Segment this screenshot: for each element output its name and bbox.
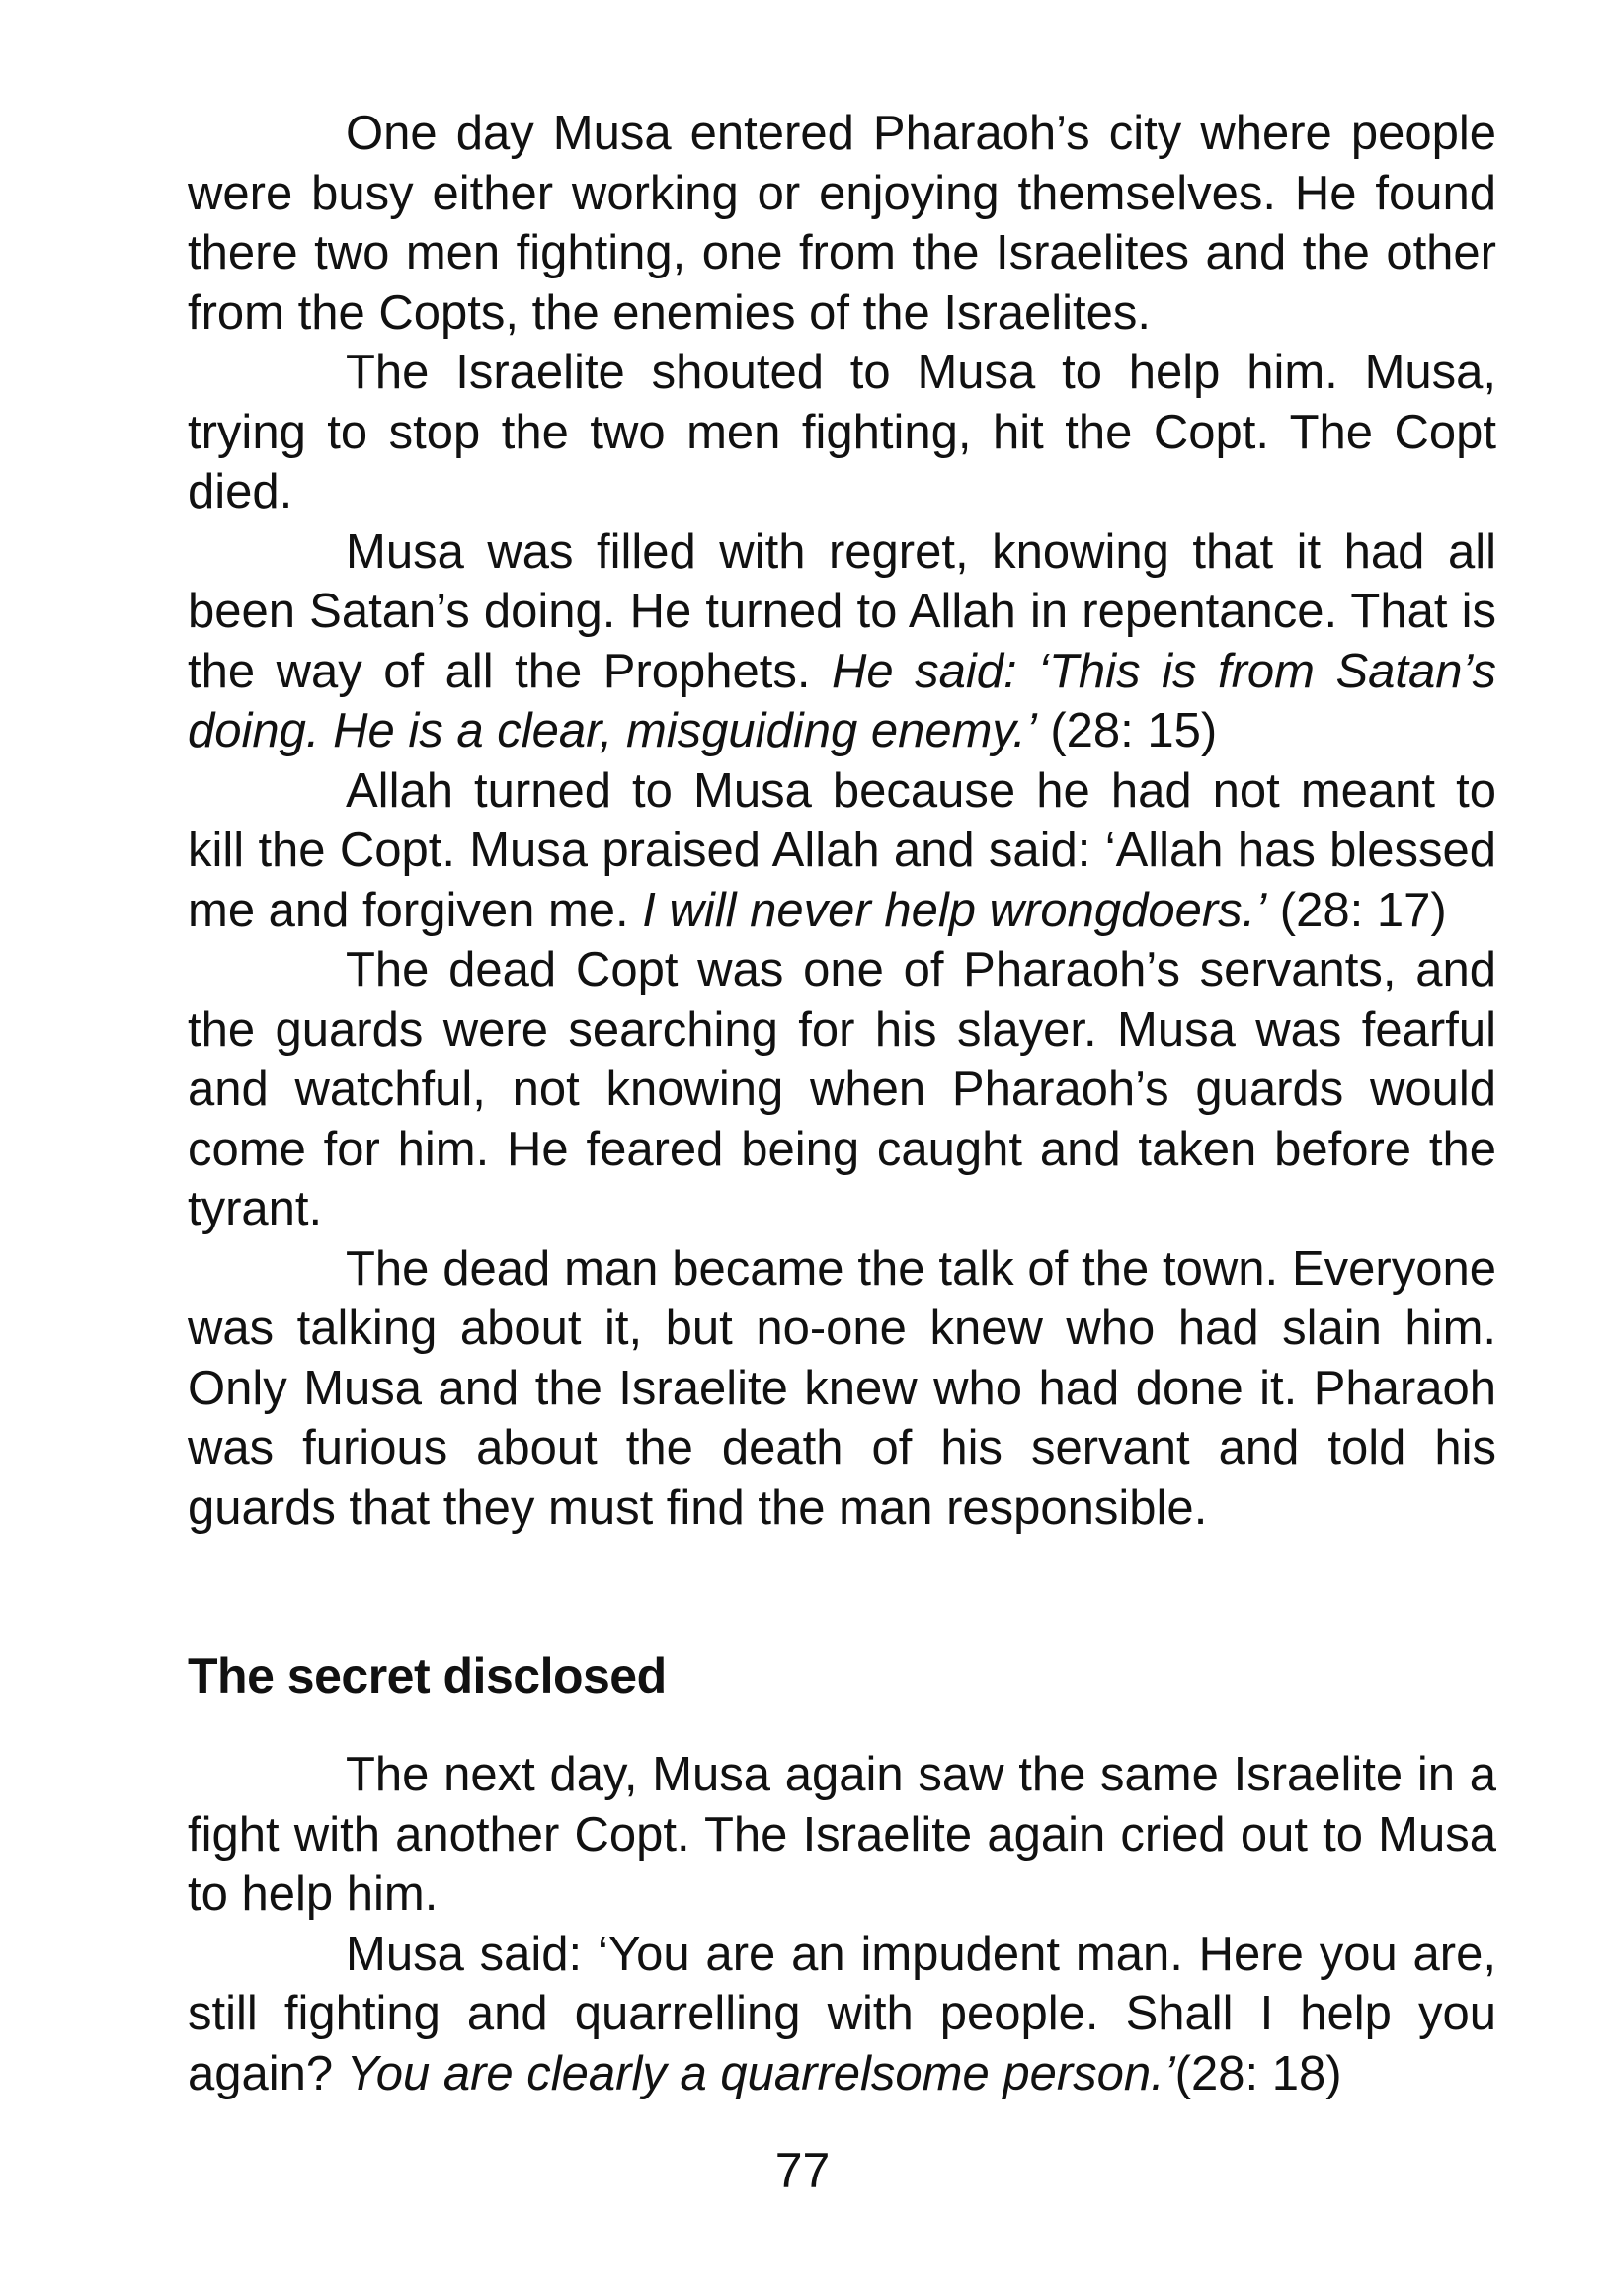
page-body	[188, 104, 1496, 2103]
paragraph-text: The dead man became the talk of the town. Everyone was talking about it, but no-one knew who had slain him. Only Musa and the Israelite knew who had done it. Pharaoh was furious about the death of his servant and told his guards that they must find the man responsible.	[188, 1241, 1496, 1535]
paragraph-text: One day Musa entered Pharaoh’s city where people were busy either working or enjoying themselves. He found there two men fighting, one from the Israelites and the other from the Copts, the enemies of the Israelites.	[188, 107, 1496, 340]
paragraph	[188, 343, 1496, 522]
verse-reference: (28: 15)	[1036, 704, 1218, 757]
paragraph-text: The Israelite shouted to Musa to help him. Musa, trying to stop the two men fighting, hit the Copt. The Copt died.	[188, 346, 1496, 518]
quran-quote: He said: ‘This is from Satan’s doing. He is a clear, misguiding enemy.’	[188, 644, 1496, 757]
paragraph-text: Musa said: ‘You are an impudent man. Here you are, still fighting and quarrelling with people. Shall I help you again?	[188, 1927, 1496, 2100]
paragraph	[188, 104, 1496, 343]
paragraph	[188, 1239, 1496, 1539]
paragraph	[188, 940, 1496, 1239]
section-heading: The secret disclosed	[188, 1648, 667, 1703]
quran-quote: I will never help wrongdoers.’	[642, 883, 1267, 937]
paragraph-text: The next day, Musa again saw the same Israelite in a fight with another Copt. The Israelite again cried out to Musa to help him.	[188, 1748, 1496, 1921]
verse-reference: (28: 18)	[1174, 2046, 1342, 2100]
quran-quote: You are clearly a quarrelsome person.’	[346, 2046, 1175, 2100]
paragraph	[188, 1745, 1496, 1925]
page-number: 77	[774, 2143, 831, 2198]
paragraph-text: Allah turned to Musa because he had not meant to kill the Copt. Musa praised Allah and said: ‘Allah has blessed me and forgiven me.	[188, 763, 1496, 937]
verse-reference: (28: 17)	[1266, 883, 1447, 937]
paragraphs-top	[188, 104, 1496, 1538]
paragraph	[188, 522, 1496, 761]
paragraphs-bottom	[188, 1745, 1496, 2103]
paragraph	[188, 1925, 1496, 2104]
paragraph-text: Musa was filled with regret, knowing that it had all been Satan’s doing. He turned to Allah in repentance. That is the way of all the Prophets.	[188, 524, 1496, 698]
paragraph	[188, 761, 1496, 941]
paragraph-text: The dead Copt was one of Pharaoh’s servants, and the guards were searching for his slayer. Musa was fearful and watchful, not knowing when Pharaoh’s guards would come for him. He feared being caught and taken before the tyrant.	[188, 943, 1496, 1235]
